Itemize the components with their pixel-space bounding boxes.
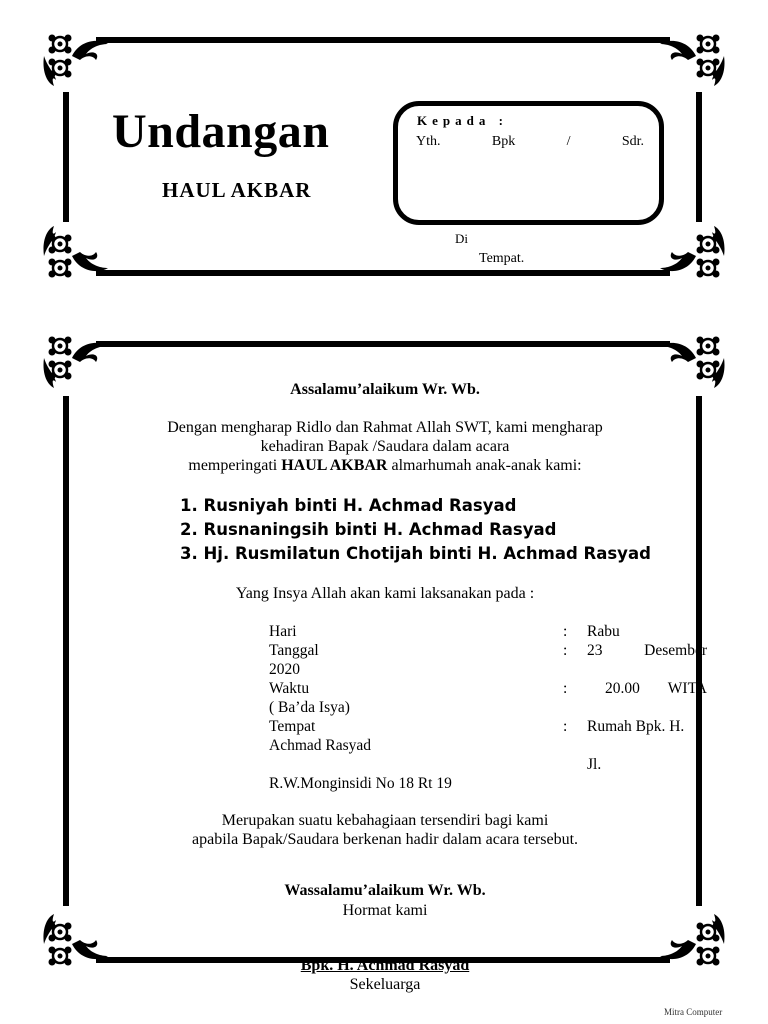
waktu-zone: WITA [667, 680, 707, 697]
corner-ornament-icon [654, 222, 728, 282]
intro-haul-akbar: HAUL AKBAR [281, 457, 388, 474]
corner-ornament-icon [40, 30, 114, 90]
greeting: Assalamu’alaikum Wr. Wb. [290, 381, 480, 398]
address-bpk: Bpk [491, 134, 516, 149]
address-slash: / [566, 134, 571, 149]
intro-line-3 [100, 456, 670, 475]
waktu-label: Waktu [269, 680, 310, 697]
hari-colon: : [563, 623, 568, 640]
top-frame-bottom-border [96, 270, 670, 276]
waktu-note: ( Ba’da Isya) [269, 699, 350, 716]
tempat-street: R.W.Monginsidi No 18 Rt 19 [269, 775, 452, 792]
tempat-colon: : [563, 718, 568, 735]
top-frame-top-border [96, 37, 670, 43]
corner-ornament-icon [654, 30, 728, 90]
intro-line-3-pre: memperingati [188, 457, 282, 474]
tanggal-value [587, 641, 707, 660]
farewell: Wassalamu’alaikum Wr. Wb. [284, 882, 486, 899]
waktu-value [587, 679, 707, 698]
tempat-cont: Achmad Rasyad [269, 737, 372, 754]
tanggal-year: 2020 [269, 661, 300, 678]
main-frame-top-border [96, 341, 670, 347]
hari-value: Rabu [587, 623, 620, 640]
invitation-subtitle: HAUL AKBAR [162, 178, 312, 202]
footer-credit: Mitra Computer [664, 1007, 723, 1017]
top-frame-left-border [63, 92, 69, 222]
top-frame-right-border [696, 92, 702, 222]
address-kepada: Kepada : [417, 113, 508, 128]
address-yth: Yth. [416, 134, 441, 149]
invitation-title: Undangan [112, 105, 330, 158]
intro-line-3-post: almarhumah anak-anak kami: [387, 457, 582, 474]
intro-line-2: kehadiran Bapak /Saudara dalam acara [260, 438, 510, 455]
schedule-intro: Yang Insya Allah akan kami laksanakan pada : [235, 585, 535, 602]
address-di: Di [455, 231, 468, 246]
tempat-jl: Jl. [587, 756, 602, 773]
list-item: 1. Rusniyah binti H. Achmad Rasyad [180, 496, 517, 515]
address-sdr: Sdr. [621, 134, 644, 149]
address-yth-row [416, 135, 644, 149]
hari-label: Hari [269, 623, 297, 640]
intro-line-1: Dengan mengharap Ridlo dan Rahmat Allah SWT, kami mengharap [167, 419, 603, 436]
names-list [180, 494, 651, 566]
waktu-time: 20.00 [605, 680, 640, 697]
tempat-label: Tempat [269, 718, 316, 735]
list-item: 3. Hj. Rusmilatun Chotijah binti H. Achmad Rasyad [180, 544, 651, 563]
tempat-value: Rumah Bpk. H. [587, 718, 685, 735]
corner-ornament-icon [40, 222, 114, 282]
main-frame-left-border [63, 396, 69, 906]
closing-line-1: Merupakan suatu kebahagiaan tersendiri bagi kami [221, 812, 549, 829]
tanggal-day: 23 [587, 642, 603, 659]
tanggal-month: Desember [644, 642, 707, 659]
tanggal-colon: : [563, 642, 568, 659]
address-tempat: Tempat. [479, 251, 525, 266]
signer-family: Sekeluarga [349, 976, 421, 993]
closing-line-2: apabila Bapak/Saudara berkenan hadir dalam acara tersebut. [191, 831, 579, 848]
signer-name: Bpk. H. Achmad Rasyad [300, 957, 470, 974]
tanggal-label: Tanggal [269, 642, 319, 659]
list-item: 2. Rusnaningsih binti H. Achmad Rasyad [180, 520, 557, 539]
hormat-kami: Hormat kami [342, 902, 428, 919]
waktu-colon: : [563, 680, 568, 697]
